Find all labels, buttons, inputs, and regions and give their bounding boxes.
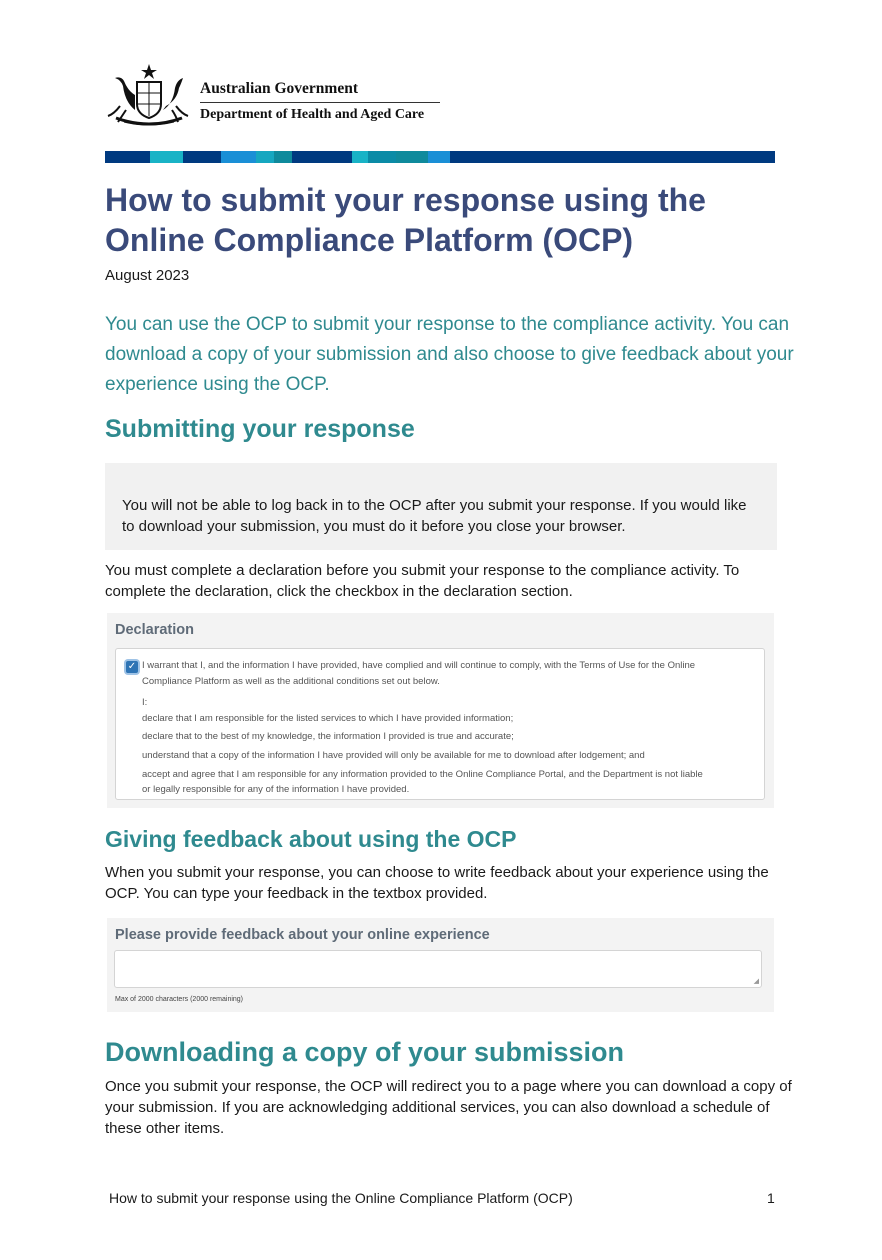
declaration-line: I warrant that I, and the information I have provided, have complied and will continue to comply, with the Terms of Use for the Online	[142, 660, 696, 671]
coat-of-arms-logo	[104, 62, 194, 128]
declaration-screenshot	[107, 613, 774, 808]
section-heading-downloading: Downloading a copy of your submission	[105, 1037, 625, 1067]
character-counter: Max of 2000 characters (2000 remaining)	[115, 996, 244, 1003]
feedback-screenshot	[107, 918, 774, 1012]
declaration-line: declare that to the best of my knowledge, the information I provided is true and accurate;	[142, 731, 514, 742]
band-segment	[450, 151, 775, 163]
band-segment	[150, 151, 183, 163]
document-date: August 2023	[105, 267, 190, 284]
band-segment	[292, 151, 352, 163]
department-name: Department of Health and Aged Care	[200, 107, 425, 122]
band-segment	[352, 151, 368, 163]
declaration-line: accept and agree that I am responsible for any information provided to the Online Compliance Portal, and the Department is not liable	[142, 769, 703, 780]
footer-title: How to submit your response using the Online Compliance Platform (OCP)	[109, 1190, 573, 1206]
band-segment	[256, 151, 274, 163]
band-segment	[221, 151, 256, 163]
header-divider	[200, 102, 440, 103]
band-segment	[274, 151, 292, 163]
resize-handle-icon[interactable]: ◢	[753, 978, 759, 985]
declaration-box	[115, 648, 765, 800]
section-heading-feedback: Giving feedback about using the OCP	[105, 826, 517, 852]
feedback-label: Please provide feedback about your online experience	[115, 927, 490, 943]
band-segment	[105, 151, 150, 163]
band-segment	[183, 151, 221, 163]
declaration-line: understand that a copy of the information I have provided will only be available for me to download after lodgement; and	[142, 750, 645, 761]
declaration-title: Declaration	[115, 622, 194, 638]
declaration-line: or legally responsible for any of the information I have provided.	[142, 784, 410, 795]
feedback-body: When you submit your response, you can choose to write feedback about your experience using the OCP. You can type your feedback in the textbox provided.	[105, 864, 769, 902]
page-number: 1	[767, 1190, 775, 1206]
band-segment	[428, 151, 450, 163]
notice-text: You will not be able to log back in to the OCP after you submit your response. If you would like to download your submission, you must do it before you close your browser.	[122, 497, 747, 535]
declaration-checkbox[interactable]: ✓	[127, 661, 137, 672]
section-heading-submitting: Submitting your response	[105, 415, 415, 443]
government-name: Australian Government	[200, 80, 359, 97]
document-title: How to submit your response using the Online Compliance Platform (OCP)	[105, 182, 706, 258]
declaration-line: Compliance Platform as well as the additional conditions set out below.	[142, 676, 440, 687]
submitting-body: You must complete a declaration before you submit your response to the compliance activity. To complete the declaration, click the checkbox in the declaration section.	[105, 562, 740, 600]
color-band	[105, 151, 775, 163]
downloading-body: Once you submit your response, the OCP will redirect you to a page where you can download a copy of your submission. If you are acknowledging additional services, you can also download a schedule of these other items.	[105, 1078, 792, 1137]
declaration-line: I:	[142, 697, 148, 708]
notice-box	[105, 463, 777, 550]
band-segment	[368, 151, 396, 163]
declaration-line: declare that I am responsible for the listed services to which I have provided information;	[142, 713, 514, 724]
band-segment	[396, 151, 428, 163]
intro-paragraph: You can use the OCP to submit your response to the compliance activity. You can download a copy of your submission and also choose to give feedback about your experience using the OCP.	[105, 314, 794, 395]
feedback-textarea[interactable]	[114, 950, 762, 988]
